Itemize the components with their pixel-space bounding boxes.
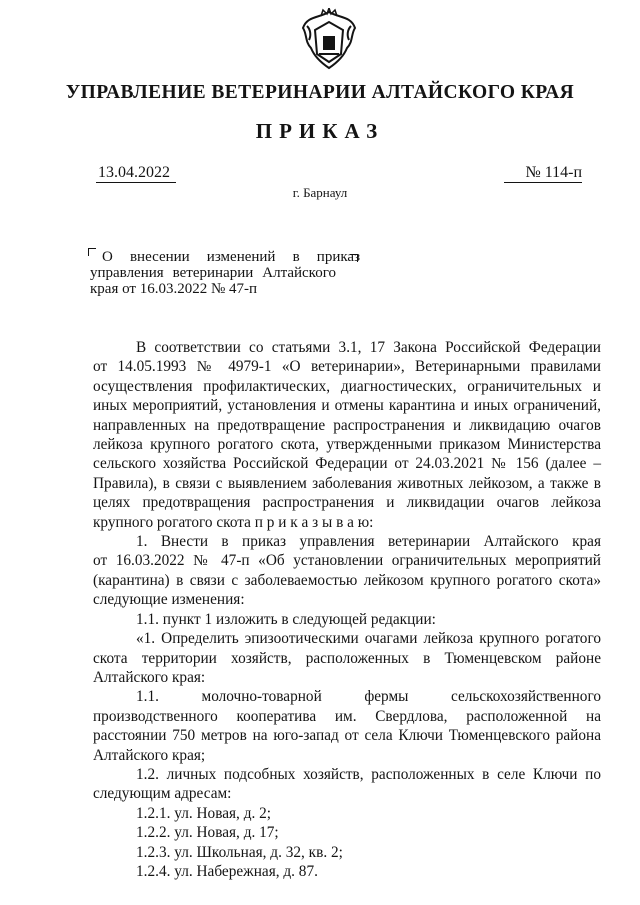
coat-of-arms-icon [297,8,361,72]
body-line: 1.2.4. ул. Набережная, д. 87. [136,862,318,880]
body-line: целях предотвращения распространения и ликвидации очагов лейкоза [93,494,601,512]
document-type: ПРИКАЗ [255,119,385,143]
body-line: сельского хозяйства Российской Федерации от 24.03.2021 № 156 (далее – [93,455,601,473]
subject-line: края от 16.03.2022 № 47-п [90,281,258,297]
body-line: 1.2.3. ул. Школьная, д. 32, кв. 2; [136,843,343,861]
body-line: расстоянии 750 метров на юго-запад от села Ключи Тюменцевского района [93,727,601,745]
body-line: 1.2.1. ул. Новая, д. 2; [136,804,272,822]
body-line: В соответствии со статьями 3.1, 17 Закона Российской Федерации [136,339,601,356]
body-line: 1.2. личных подсобных хозяйств, расположенных в селе Ключи по [136,765,601,783]
body-line: 1.1. молочно-товарной фермы сельскохозяйственного [136,688,601,706]
body-line: 1.1. пункт 1 изложить в следующей редакции: [136,610,436,628]
document-number: № 114-п [504,164,582,183]
body-line: лейкоза крупного рогатого скота, утвержденными приказом Министерства [93,436,601,454]
body-line: направленных на предотвращение распространения и ликвидацию очагов [93,416,601,434]
body-line: осуществления профилактических, диагностических, ограничительных и [93,377,601,395]
body-line: 1. Внести в приказ управления ветеринарии Алтайского края [136,533,601,551]
body-line: крупного рогатого скота п р и к а з ы в а ю: [93,513,374,531]
body-line: 1.2.2. ул. Новая, д. 17; [136,824,279,842]
body-line: от 16.03.2022 № 47-п «Об установлении ограничительных мероприятий [93,552,601,570]
body-line: скота территории хозяйств, расположенных в Тюменцевском районе [93,649,601,667]
document-date: 13.04.2022 [96,164,176,183]
subject-line: О внесении изменений в приказ [102,249,360,265]
body-line: следующие изменения: [93,591,245,609]
body-line: «1. Определить эпизоотическими очагами лейкоза крупного рогатого [136,630,601,648]
body-line: иных мероприятий, установления и отмены карантина и иных ограничений, [93,397,601,415]
document-city: г. Барнаул [292,185,348,200]
document-subject [90,249,360,297]
body-line: производственного кооператива им. Свердлова, расположенной на [93,707,601,725]
document-body [93,338,601,881]
body-line: от 14.05.1993 № 4979-1 «О ветеринарии», Ветеринарными правилами [93,358,601,376]
body-line: (карантина) в связи с заболеваемостью лейкозом крупного рогатого скота» [93,571,601,589]
subject-line: управления ветеринарии Алтайского [90,265,336,281]
body-line: Правила), в связи с выявлением заболевания животных лейкозом, а также в [93,474,601,492]
body-line: следующим адресам: [93,785,232,803]
body-line: Алтайского края; [93,746,206,764]
body-line: Алтайского края: [93,668,206,686]
organization-title: УПРАВЛЕНИЕ ВЕТЕРИНАРИИ АЛТАЙСКОГО КРАЯ [65,82,575,103]
